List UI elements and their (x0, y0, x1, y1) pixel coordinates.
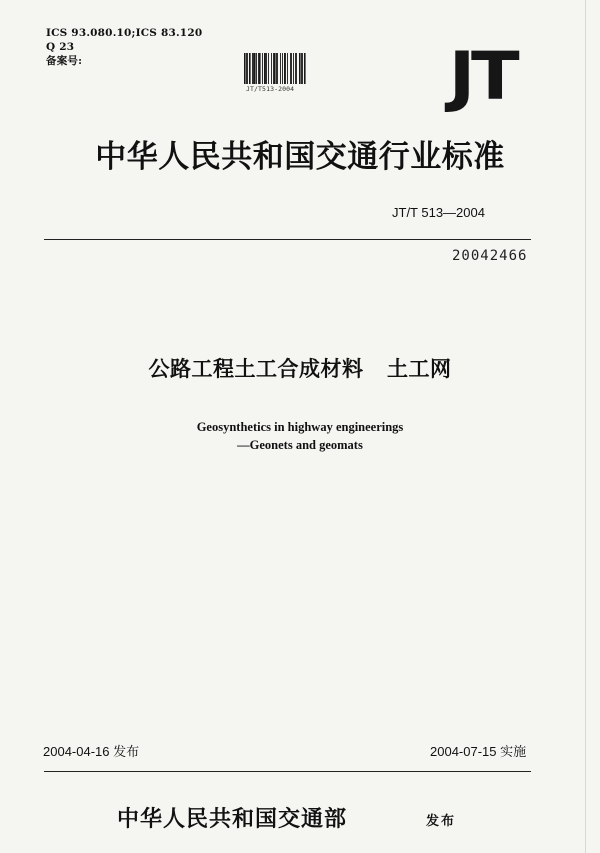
barcode-bar (262, 53, 263, 84)
barcode-bar (274, 53, 276, 84)
release-date: 2004-04-16 发布 (43, 744, 140, 759)
barcode-bar (277, 53, 278, 84)
barcode-bar (265, 53, 266, 84)
barcode-bar (256, 53, 257, 84)
barcode-bar (287, 53, 288, 84)
barcode-bar (299, 53, 301, 84)
barcode-bar (249, 53, 251, 84)
industry-standard-title: 中华人民共和国交通行业标准 (95, 139, 505, 175)
bottom-divider (44, 771, 531, 772)
barcode-bar (293, 53, 294, 84)
top-divider (44, 239, 531, 240)
barcode-bar (304, 53, 306, 84)
barcode-bar (252, 53, 253, 84)
barcode-bar (268, 53, 269, 84)
barcode-bar (290, 53, 291, 84)
barcode-bar (266, 53, 267, 84)
barcode-bar (280, 53, 281, 84)
barcode-bar (259, 53, 261, 84)
barcode-bars (244, 53, 306, 84)
barcode-bar (291, 53, 292, 84)
barcode-bar (244, 53, 246, 84)
record-number-label: 备案号: (46, 55, 83, 67)
barcode-caption: JT/T513-2004 (246, 85, 295, 93)
document-title-english (0, 418, 600, 454)
barcode-bar (246, 53, 247, 84)
classification-block (46, 26, 202, 68)
ccs-code: Q 23 (46, 41, 75, 53)
publisher-name: 中华人民共和国交通部 (117, 807, 348, 832)
jt-logo (428, 38, 528, 115)
barcode-bar (282, 53, 283, 84)
barcode-bar (247, 53, 248, 84)
ics-code: ICS 93.080.10;ICS 83.120 (46, 27, 203, 39)
barcode-bar (253, 53, 254, 84)
barcode-bar (258, 53, 259, 84)
document-title-chinese: 公路工程土工合成材料 土工网 (148, 357, 452, 381)
barcode-bar (271, 53, 272, 84)
standard-number: JT/T 513—2004 (392, 205, 485, 220)
barcode-bar (301, 53, 302, 84)
barcode (244, 53, 306, 93)
barcode-bar (295, 53, 296, 84)
publish-label: 发布 (426, 814, 457, 829)
barcode-bar (276, 53, 277, 84)
barcode-bar (296, 53, 297, 84)
registration-stamp-number: 20042466 (452, 248, 528, 264)
jt-logo-text: JT (448, 38, 516, 115)
implementation-date: 2004-07-15 实施 (430, 744, 527, 759)
english-title-line-1: Geosynthetics in highway engineerings (196, 420, 404, 434)
barcode-bar (273, 53, 274, 84)
barcode-bar (302, 53, 303, 84)
barcode-bar (254, 53, 256, 84)
english-title-line-2: —Geonets and geomats (237, 438, 363, 452)
barcode-bar (285, 53, 286, 84)
